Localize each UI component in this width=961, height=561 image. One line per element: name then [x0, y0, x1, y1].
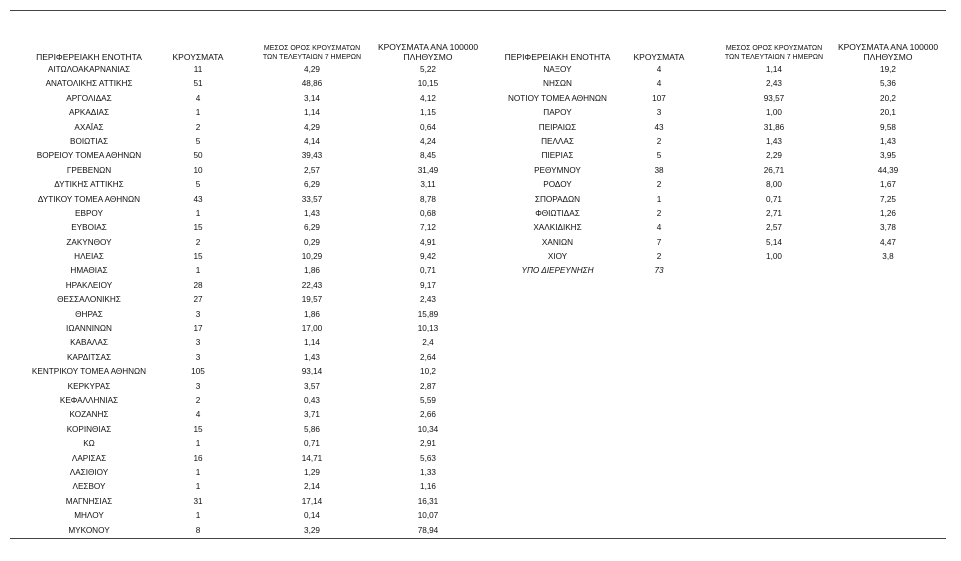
cell-per-100k: 10,13	[417, 324, 439, 334]
cell-cases: 43	[654, 122, 664, 132]
cell-region: ΧΙΟΥ	[547, 252, 568, 262]
cell-region: ΜΥΚΟΝΟΥ	[68, 525, 110, 535]
cell-per-100k: 5,59	[420, 395, 436, 405]
cell-region: ΒΟΙΩΤΙΑΣ	[69, 136, 109, 146]
cell-region: ΖΑΚΥΝΘΟΥ	[66, 237, 112, 247]
cell-region: ΛΑΡΙΣΑΣ	[71, 453, 107, 463]
cell-avg-7-days: 3,71	[304, 410, 320, 420]
cell-per-100k: 2,64	[420, 352, 436, 362]
cell-avg-7-days: 39,43	[301, 151, 323, 161]
cell-region: ΠΑΡΟΥ	[543, 108, 572, 118]
cell-cases: 8	[195, 525, 201, 535]
cell-avg-7-days: 6,29	[304, 223, 320, 233]
cell-cases: 43	[193, 194, 203, 204]
cell-avg-7-days: 17,14	[301, 496, 323, 506]
under-investigation-cases: 73	[654, 266, 664, 276]
cell-cases: 3	[656, 108, 662, 118]
cell-avg-7-days: 4,29	[304, 122, 320, 132]
cell-region: ΑΧΑΪΑΣ	[74, 122, 104, 132]
cell-region: ΗΜΑΘΙΑΣ	[70, 266, 108, 276]
cell-cases: 5	[195, 180, 201, 190]
cell-per-100k: 8,78	[420, 194, 436, 204]
cell-cases: 1	[195, 108, 201, 118]
cell-avg-7-days: 1,86	[304, 266, 320, 276]
cell-cases: 27	[193, 295, 203, 305]
cell-region: ΕΥΒΟΙΑΣ	[71, 223, 107, 233]
cell-region: ΑΡΓΟΛΙΔΑΣ	[66, 93, 112, 103]
cell-per-100k: 9,58	[880, 122, 896, 132]
cell-per-100k: 3,11	[420, 180, 436, 190]
cell-region: ΚΟΡΙΝΘΙΑΣ	[66, 424, 112, 434]
cell-per-100k: 2,66	[420, 410, 436, 420]
cell-region: ΠΕΙΡΑΙΩΣ	[538, 122, 577, 132]
cell-avg-7-days: 2,57	[766, 223, 782, 233]
cell-cases: 2	[656, 136, 662, 146]
cell-avg-7-days: 5,14	[766, 237, 782, 247]
cell-region: ΔΥΤΙΚΗΣ ΑΤΤΙΚΗΣ	[54, 180, 124, 190]
cell-per-100k: 0,68	[420, 208, 436, 218]
bottom-rule	[10, 538, 946, 539]
cell-avg-7-days: 6,29	[304, 180, 320, 190]
cell-cases: 1	[195, 511, 201, 521]
cell-per-100k: 1,15	[420, 108, 436, 118]
cell-avg-7-days: 5,86	[304, 424, 320, 434]
cell-cases: 107	[652, 93, 666, 103]
cell-per-100k: 10,07	[417, 511, 439, 521]
cell-per-100k: 31,49	[417, 165, 439, 175]
cell-cases: 2	[195, 122, 201, 132]
cell-region: ΛΑΣΙΘΙΟΥ	[69, 467, 109, 477]
cell-per-100k: 78,94	[417, 525, 439, 535]
cell-avg-7-days: 1,14	[766, 65, 782, 74]
cell-region: ΙΩΑΝΝΙΝΩΝ	[66, 324, 112, 334]
header-per-100k: ΚΡΟΥΣΜΑΤΑ ΑΝΑ 100000 ΠΛΗΘΥΣΜΟ	[377, 42, 479, 62]
cell-avg-7-days: 1,29	[304, 467, 320, 477]
cell-cases: 2	[656, 180, 662, 190]
cell-region: ΜΗΛΟΥ	[74, 511, 104, 521]
cell-per-100k: 19,2	[880, 65, 896, 74]
cell-region: ΝΟΤΙΟΥ ΤΟΜΕΑ ΑΘΗΝΩΝ	[508, 93, 607, 103]
cell-per-100k: 2,4	[422, 338, 434, 348]
cell-avg-7-days: 33,57	[301, 194, 323, 204]
cell-per-100k: 20,2	[880, 93, 896, 103]
header-cases: ΚΡΟΥΣΜΑΤΑ	[172, 52, 224, 62]
cell-avg-7-days: 3,29	[304, 525, 320, 535]
cell-per-100k: 10,15	[417, 79, 439, 89]
cell-per-100k: 10,2	[420, 367, 436, 377]
cell-cases: 15	[193, 252, 203, 262]
cell-cases: 15	[193, 223, 203, 233]
cell-per-100k: 5,36	[880, 79, 896, 89]
cell-avg-7-days: 0,43	[304, 395, 320, 405]
cell-per-100k: 1,43	[880, 136, 896, 146]
cell-avg-7-days: 14,71	[301, 453, 323, 463]
cell-cases: 11	[193, 65, 203, 74]
cell-per-100k: 9,17	[420, 280, 436, 290]
cell-per-100k: 8,45	[420, 151, 436, 161]
cell-avg-7-days: 8,00	[766, 180, 782, 190]
cell-cases: 3	[195, 352, 201, 362]
cell-region: ΑΝΑΤΟΛΙΚΗΣ ΑΤΤΙΚΗΣ	[45, 79, 133, 89]
cell-per-100k: 44,39	[877, 165, 899, 175]
cell-avg-7-days: 31,86	[763, 122, 785, 132]
cell-region: ΑΙΤΩΛΟΑΚΑΡΝΑΝΙΑΣ	[47, 65, 131, 74]
cell-cases: 16	[193, 453, 203, 463]
cell-cases: 3	[195, 338, 201, 348]
cell-region: ΚΕΡΚΥΡΑΣ	[67, 381, 111, 391]
cell-region: ΚΑΒΑΛΑΣ	[70, 338, 108, 348]
cell-region: ΜΑΓΝΗΣΙΑΣ	[65, 496, 113, 506]
cell-cases: 51	[193, 79, 203, 89]
cell-per-100k: 4,12	[420, 93, 436, 103]
cell-region: ΦΘΙΩΤΙΔΑΣ	[535, 208, 580, 218]
cell-cases: 5	[656, 151, 662, 161]
cell-cases: 1	[195, 439, 201, 449]
cell-avg-7-days: 0,71	[304, 439, 320, 449]
cell-cases: 3	[195, 309, 201, 319]
cell-per-100k: 2,43	[420, 295, 436, 305]
cell-region: ΣΠΟΡΑΔΩΝ	[534, 194, 581, 204]
cell-region: ΝΑΞΟΥ	[543, 65, 572, 74]
cell-per-100k: 1,16	[420, 482, 436, 492]
cell-region: ΗΛΕΙΑΣ	[74, 252, 104, 262]
cell-cases: 28	[193, 280, 203, 290]
under-investigation-label: ΥΠΟ ΔΙΕΡΕΥΝΗΣΗ	[521, 266, 594, 276]
cell-avg-7-days: 26,71	[763, 165, 785, 175]
cell-avg-7-days: 1,00	[766, 252, 782, 262]
cell-per-100k: 3,78	[880, 223, 896, 233]
cell-cases: 105	[191, 367, 205, 377]
cell-cases: 2	[195, 237, 201, 247]
cell-avg-7-days: 10,29	[301, 252, 323, 262]
cell-cases: 50	[193, 151, 203, 161]
cell-cases: 4	[195, 410, 201, 420]
header-cases: ΚΡΟΥΣΜΑΤΑ	[633, 52, 685, 62]
header-region: ΠΕΡΙΦΕΡΕΙΑΚΗ ΕΝΟΤΗΤΑ	[36, 52, 142, 62]
cell-avg-7-days: 0,29	[304, 237, 320, 247]
cell-cases: 1	[195, 208, 201, 218]
cell-per-100k: 2,91	[420, 439, 436, 449]
cell-region: ΧΑΝΙΩΝ	[541, 237, 574, 247]
cell-cases: 4	[656, 79, 662, 89]
cell-cases: 1	[656, 194, 662, 204]
cell-region: ΠΙΕΡΙΑΣ	[541, 151, 574, 161]
cell-per-100k: 3,8	[882, 252, 894, 262]
cell-per-100k: 7,12	[420, 223, 436, 233]
cell-per-100k: 4,91	[420, 237, 436, 247]
header-region: ΠΕΡΙΦΕΡΕΙΑΚΗ ΕΝΟΤΗΤΑ	[504, 52, 611, 62]
cell-avg-7-days: 17,00	[301, 324, 323, 334]
cell-region: ΚΕΝΤΡΙΚΟΥ ΤΟΜΕΑ ΑΘΗΝΩΝ	[31, 367, 147, 377]
cell-cases: 1	[195, 467, 201, 477]
cell-cases: 1	[195, 482, 201, 492]
cell-avg-7-days: 3,14	[304, 93, 320, 103]
cell-region: ΕΒΡΟΥ	[75, 208, 103, 218]
cell-region: ΡΕΘΥΜΝΟΥ	[534, 165, 581, 175]
cell-cases: 4	[656, 223, 662, 233]
cell-avg-7-days: 1,43	[304, 352, 320, 362]
cell-cases: 2	[656, 252, 662, 262]
cell-per-100k: 0,71	[420, 266, 436, 276]
cell-region: ΚΕΦΑΛΛΗΝΙΑΣ	[59, 395, 119, 405]
cell-cases: 2	[195, 395, 201, 405]
cell-avg-7-days: 48,86	[301, 79, 323, 89]
cell-per-100k: 1,67	[880, 180, 896, 190]
cell-region: ΚΩ	[83, 439, 95, 449]
cell-cases: 3	[195, 381, 201, 391]
cell-per-100k: 5,63	[420, 453, 436, 463]
cell-per-100k: 4,47	[880, 237, 896, 247]
cell-cases: 17	[193, 324, 203, 334]
cell-avg-7-days: 0,14	[304, 511, 320, 521]
cell-per-100k: 9,42	[420, 252, 436, 262]
cell-per-100k: 4,24	[420, 136, 436, 146]
cell-per-100k: 5,22	[420, 65, 436, 74]
cell-avg-7-days: 2,14	[304, 482, 320, 492]
cell-region: ΔΥΤΙΚΟΥ ΤΟΜΕΑ ΑΘΗΝΩΝ	[37, 194, 141, 204]
cell-per-100k: 2,87	[420, 381, 436, 391]
cell-per-100k: 15,89	[417, 309, 439, 319]
cell-avg-7-days: 4,29	[304, 65, 320, 74]
cell-region: ΑΡΚΑΔΙΑΣ	[68, 108, 110, 118]
cell-cases: 10	[193, 165, 203, 175]
cell-avg-7-days: 0,71	[766, 194, 782, 204]
cell-region: ΛΕΣΒΟΥ	[72, 482, 106, 492]
cell-avg-7-days: 1,14	[304, 108, 320, 118]
cell-cases: 4	[195, 93, 201, 103]
cell-avg-7-days: 1,43	[766, 136, 782, 146]
cell-avg-7-days: 2,29	[766, 151, 782, 161]
cell-cases: 5	[195, 136, 201, 146]
cell-per-100k: 20,1	[880, 108, 896, 118]
cell-avg-7-days: 4,14	[304, 136, 320, 146]
cell-region: ΝΗΣΩΝ	[543, 79, 572, 89]
cell-region: ΧΑΛΚΙΔΙΚΗΣ	[533, 223, 582, 233]
cell-avg-7-days: 1,43	[304, 208, 320, 218]
cell-per-100k: 1,26	[880, 208, 896, 218]
cell-per-100k: 0,64	[420, 122, 436, 132]
header-avg-7-days: ΜΕΣΟΣ ΟΡΟΣ ΚΡΟΥΣΜΑΤΩΝ ΤΩΝ ΤΕΛΕΥΤΑΙΩΝ 7 ΗΜΕΡΩΝ	[262, 45, 362, 61]
cell-avg-7-days: 1,00	[766, 108, 782, 118]
cell-region: ΓΡΕΒΕΝΩΝ	[66, 165, 112, 175]
cell-region: ΚΟΖΑΝΗΣ	[69, 410, 109, 420]
cell-avg-7-days: 2,43	[766, 79, 782, 89]
cell-cases: 1	[195, 266, 201, 276]
cell-avg-7-days: 1,14	[304, 338, 320, 348]
top-rule	[10, 10, 946, 11]
header-per-100k: ΚΡΟΥΣΜΑΤΑ ΑΝΑ 100000 ΠΛΗΘΥΣΜΟ	[837, 42, 939, 62]
cell-per-100k: 10,34	[417, 424, 439, 434]
cell-per-100k: 3,95	[880, 151, 896, 161]
cell-region: ΗΡΑΚΛΕΙΟΥ	[65, 280, 113, 290]
cell-per-100k: 1,33	[420, 467, 436, 477]
cell-cases: 4	[656, 65, 662, 74]
cell-avg-7-days: 2,57	[304, 165, 320, 175]
cell-avg-7-days: 93,14	[301, 367, 323, 377]
cell-avg-7-days: 93,57	[763, 93, 785, 103]
cell-region: ΚΑΡΔΙΤΣΑΣ	[66, 352, 112, 362]
cell-avg-7-days: 22,43	[301, 280, 323, 290]
cell-region: ΘΗΡΑΣ	[75, 309, 103, 319]
cell-per-100k: 7,25	[880, 194, 896, 204]
header-avg-7-days: ΜΕΣΟΣ ΟΡΟΣ ΚΡΟΥΣΜΑΤΩΝ ΤΩΝ ΤΕΛΕΥΤΑΙΩΝ 7 ΗΜΕΡΩΝ	[724, 45, 824, 61]
cell-avg-7-days: 3,57	[304, 381, 320, 391]
cell-avg-7-days: 19,57	[301, 295, 323, 305]
cell-region: ΡΟΔΟΥ	[543, 180, 572, 190]
cell-region: ΘΕΣΣΑΛΟΝΙΚΗΣ	[57, 295, 121, 305]
cell-cases: 31	[193, 496, 203, 506]
cell-cases: 7	[656, 237, 662, 247]
cell-cases: 15	[193, 424, 203, 434]
cell-region: ΒΟΡΕΙΟΥ ΤΟΜΕΑ ΑΘΗΝΩΝ	[36, 151, 142, 161]
cell-region: ΠΕΛΛΑΣ	[541, 136, 574, 146]
cell-avg-7-days: 1,86	[304, 309, 320, 319]
cell-cases: 2	[656, 208, 662, 218]
cell-per-100k: 16,31	[417, 496, 439, 506]
cell-cases: 38	[654, 165, 664, 175]
cell-avg-7-days: 2,71	[766, 208, 782, 218]
